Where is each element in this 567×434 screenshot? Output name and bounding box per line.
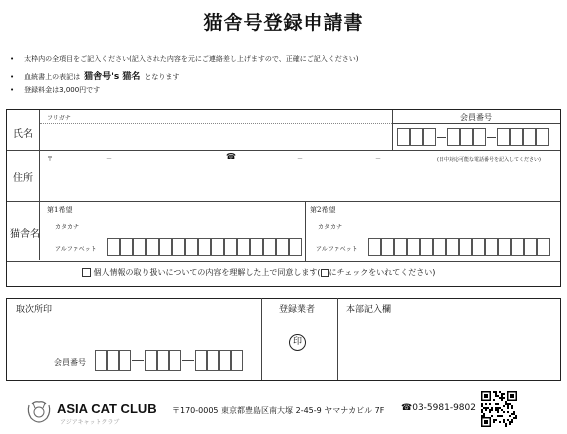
phone-dash-2: － — [375, 156, 382, 163]
alphabet-char-cell[interactable] — [524, 238, 537, 256]
member-no-digit[interactable] — [423, 128, 436, 146]
alphabet-char-cell[interactable] — [472, 238, 485, 256]
office-member-digit[interactable] — [207, 350, 219, 371]
alphabet-char-cell[interactable] — [485, 238, 498, 256]
alphabet-char-cell[interactable] — [107, 238, 120, 256]
postal-dash: － — [106, 156, 113, 163]
office-member-dash — [182, 360, 194, 361]
alphabet-char-cell[interactable] — [133, 238, 146, 256]
alphabet-char-cell[interactable] — [498, 238, 511, 256]
member-no-digit[interactable] — [473, 128, 486, 146]
office-member-digit[interactable] — [95, 350, 107, 371]
office-member-digit[interactable] — [107, 350, 119, 371]
address-label: 住所 — [13, 173, 33, 184]
phone-icon: ☎ — [226, 152, 236, 161]
alphabet-char-cell[interactable] — [211, 238, 224, 256]
alphabet-char-cell[interactable] — [446, 238, 459, 256]
alphabet-char-cell[interactable] — [185, 238, 198, 256]
registrar-label: 登録業者 — [279, 305, 316, 315]
alphabet-char-cell[interactable] — [381, 238, 394, 256]
member-no-digit[interactable] — [497, 128, 510, 146]
check-example-icon — [321, 269, 329, 277]
member-no-digit[interactable] — [510, 128, 523, 146]
cattery-label: 猫舎名 — [10, 229, 40, 240]
office-member-digit[interactable] — [157, 350, 169, 371]
office-divider-2 — [337, 298, 338, 380]
alphabet-char-cell[interactable] — [420, 238, 433, 256]
member-header-line — [392, 123, 560, 124]
note-2-suffix: となります — [144, 73, 180, 81]
note-2-text: 血統書上の表記は — [24, 73, 81, 81]
member-no-digit[interactable] — [536, 128, 549, 146]
footer-phone-number: 03-5981-9802 — [412, 403, 476, 413]
furigana-field[interactable] — [47, 114, 387, 122]
alphabet-char-cell[interactable] — [172, 238, 185, 256]
choice-2-katakana-label: カタカナ — [318, 224, 343, 231]
choice-2-alphabet-label: アルファベット — [316, 246, 358, 253]
phone-dash-1: － — [297, 156, 304, 163]
alphabet-char-cell[interactable] — [224, 238, 237, 256]
name-label: 氏名 — [13, 129, 33, 140]
choice-2-katakana-field[interactable] — [345, 218, 550, 230]
alphabet-char-cell[interactable] — [511, 238, 524, 256]
alphabet-char-cell[interactable] — [120, 238, 133, 256]
alphabet-char-cell[interactable] — [250, 238, 263, 256]
consent-text-2: にチェックをいれてください) — [328, 268, 436, 277]
postal-code-field[interactable] — [55, 152, 215, 162]
office-member-digit[interactable] — [169, 350, 181, 371]
member-no-dash — [437, 137, 446, 138]
furigana-divider — [40, 123, 392, 124]
office-member-digit[interactable] — [145, 350, 157, 371]
member-no-label: 会員番号 — [460, 113, 492, 122]
choice-1-alphabet-label: アルファベット — [55, 246, 97, 253]
furigana-label: フリガナ — [47, 115, 71, 122]
alphabet-char-cell[interactable] — [289, 238, 302, 256]
brand-sub: アジアキャットクラブ — [60, 419, 120, 426]
note-2 — [10, 69, 179, 82]
note-3-text: 登録料金は3,000円です — [24, 86, 101, 94]
consent-text: 個人情報の取り扱いについての内容を理解した上で同意します( — [93, 268, 321, 277]
alphabet-char-cell[interactable] — [159, 238, 172, 256]
choice-1-label: 第1希望 — [47, 206, 73, 214]
note-3 — [10, 85, 100, 95]
alphabet-char-cell[interactable] — [198, 238, 211, 256]
postal-icon: 〒 — [47, 156, 54, 163]
seal-mark: 印 — [289, 334, 306, 351]
bullet: • — [10, 73, 15, 81]
phone-note: (日中対応可能な電話番号を記入してください) — [437, 157, 541, 163]
member-no-digit[interactable] — [460, 128, 473, 146]
alphabet-char-cell[interactable] — [263, 238, 276, 256]
alphabet-char-cell[interactable] — [459, 238, 472, 256]
office-member-digit[interactable] — [119, 350, 131, 371]
member-no-digit[interactable] — [447, 128, 460, 146]
row-divider — [7, 201, 560, 202]
qr-code-icon[interactable] — [480, 390, 518, 428]
hq-label: 本部記入欄 — [346, 305, 392, 315]
note-1 — [10, 54, 358, 64]
alphabet-char-cell[interactable] — [368, 238, 381, 256]
office-member-digit[interactable] — [219, 350, 231, 371]
alphabet-char-cell[interactable] — [433, 238, 446, 256]
note-1-text: 太枠内の全項目をご記入ください(記入された内容を元にご連絡差し上げますので、正確にご記入ください) — [24, 55, 359, 63]
office-member-no-label: 会員番号 — [54, 358, 86, 367]
agent-stamp-label: 取次所印 — [16, 305, 53, 315]
member-no-digit[interactable] — [397, 128, 410, 146]
alphabet-char-cell[interactable] — [146, 238, 159, 256]
office-member-digit[interactable] — [231, 350, 243, 371]
member-no-dash — [487, 137, 496, 138]
club-emblem-icon — [26, 398, 52, 424]
alphabet-char-cell[interactable] — [407, 238, 420, 256]
consent-checkbox[interactable] — [82, 268, 91, 277]
bullet: • — [10, 55, 15, 63]
office-divider-1 — [261, 298, 262, 380]
choice-1-katakana-label: カタカナ — [55, 224, 80, 231]
member-no-digit[interactable] — [410, 128, 423, 146]
choice-1-katakana-field[interactable] — [80, 218, 300, 230]
phone-icon: ☎ — [401, 403, 413, 413]
page-title: 猫舎号登録申請書 — [203, 12, 364, 34]
alphabet-char-cell[interactable] — [394, 238, 407, 256]
address-field[interactable] — [45, 166, 550, 198]
row-divider — [7, 261, 560, 262]
alphabet-char-cell[interactable] — [537, 238, 550, 256]
alphabet-char-cell[interactable] — [276, 238, 289, 256]
note-2-highlight: 猫舎号's 猫名 — [84, 72, 141, 82]
choice-2-label: 第2希望 — [310, 206, 336, 214]
bullet: • — [10, 86, 15, 94]
consent-row — [82, 267, 435, 278]
footer-address: 〒170-0005 東京都豊島区南大塚 2-45-9 ヤマナカビル 7F — [172, 406, 385, 415]
office-member-digit[interactable] — [195, 350, 207, 371]
alphabet-char-cell[interactable] — [237, 238, 250, 256]
name-field[interactable] — [45, 125, 385, 147]
phone-field[interactable] — [236, 152, 426, 162]
member-no-digit[interactable] — [523, 128, 536, 146]
office-member-dash — [132, 360, 144, 361]
row-divider — [7, 150, 560, 151]
choice-divider — [305, 202, 306, 261]
footer-phone — [401, 403, 476, 413]
brand-name: ASIA CAT CLUB — [57, 401, 157, 416]
